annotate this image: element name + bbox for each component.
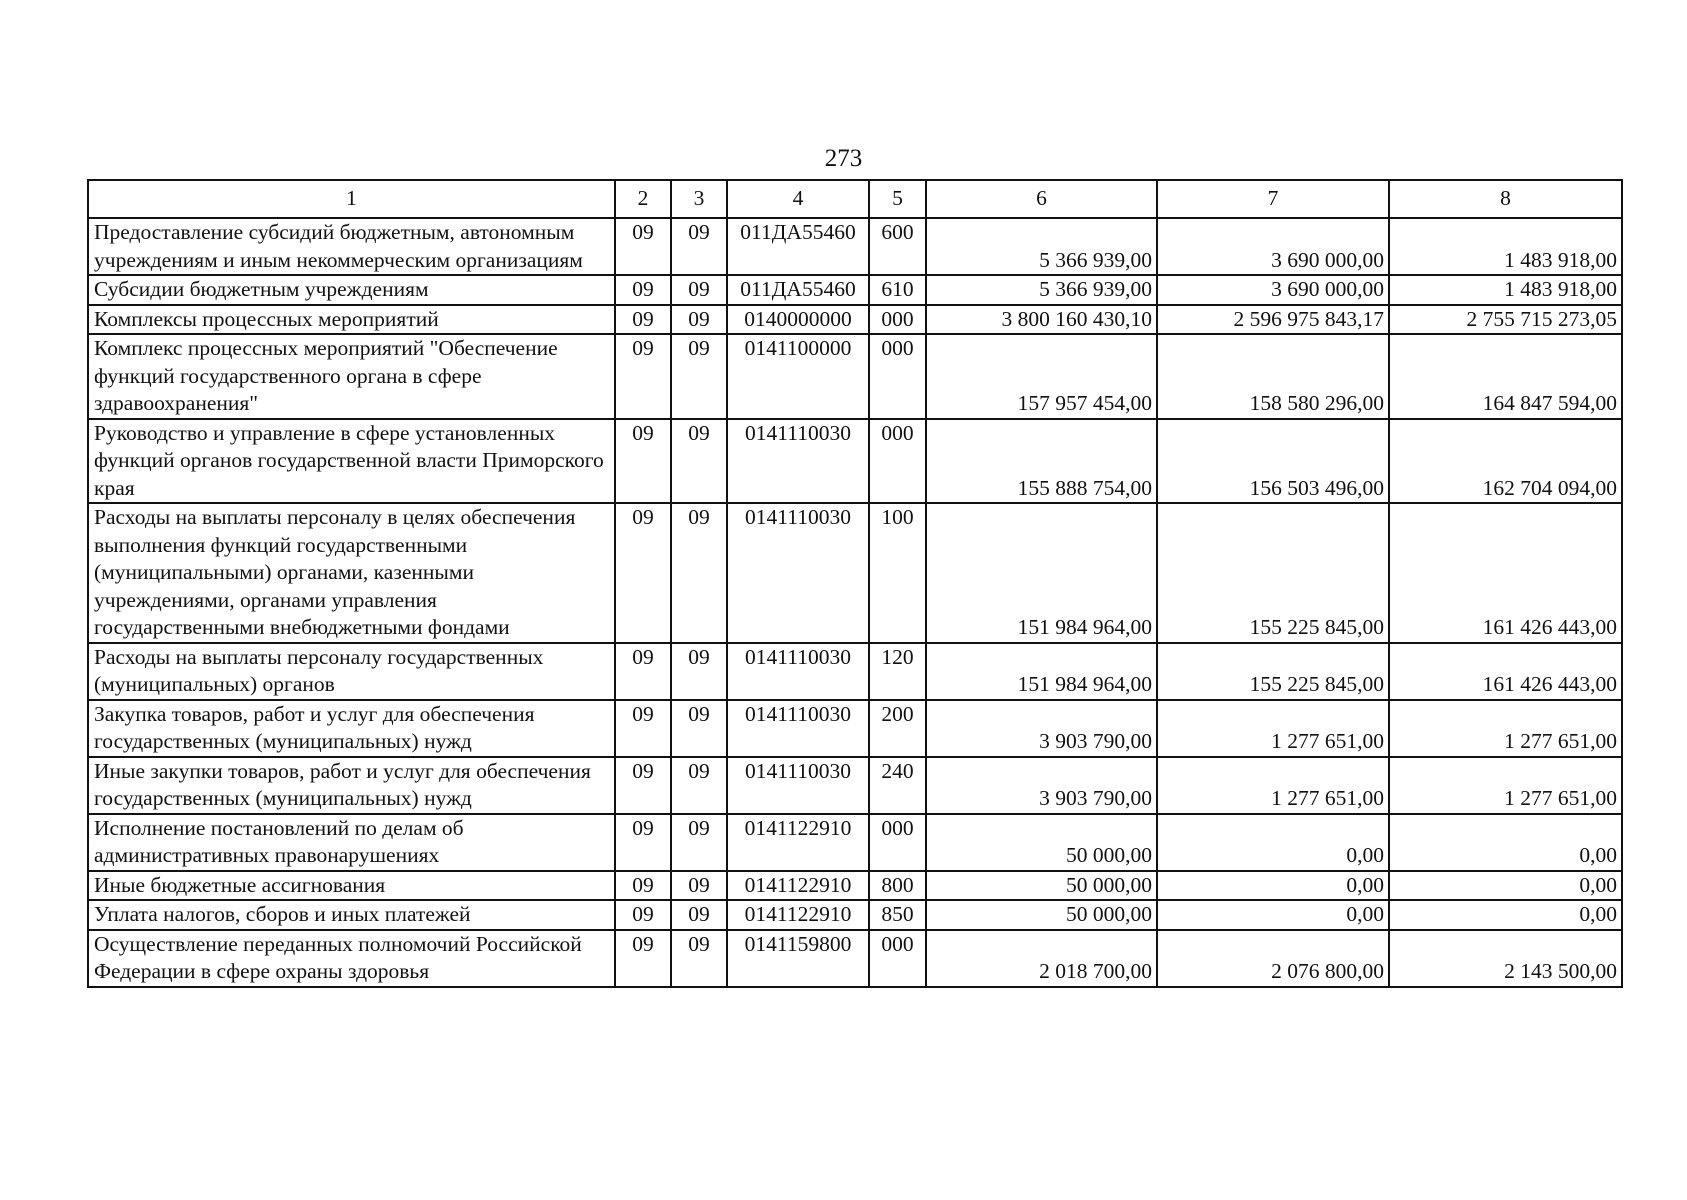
row-section: 09 — [615, 275, 671, 305]
row-section: 09 — [615, 503, 671, 643]
row-amount-col6: 5 366 939,00 — [926, 218, 1157, 275]
row-amount-col8: 0,00 — [1389, 900, 1622, 930]
row-amount-col6: 5 366 939,00 — [926, 275, 1157, 305]
row-expense-type: 800 — [869, 871, 926, 901]
header-col-5: 5 — [869, 180, 926, 218]
row-amount-col7: 155 225 845,00 — [1157, 643, 1389, 700]
row-name: Иные бюджетные ассигнования — [88, 871, 615, 901]
row-expense-type: 600 — [869, 218, 926, 275]
row-amount-col6: 151 984 964,00 — [926, 643, 1157, 700]
table-row — [88, 814, 1622, 871]
row-amount-col7: 2 076 800,00 — [1157, 930, 1389, 987]
row-subsection: 09 — [671, 871, 727, 901]
row-name: Расходы на выплаты персоналу в целях обеспечения выполнения функций государственными (муниципальными) органами, казенными учреждениями, органами управления государственными внебюджетными фондами — [88, 503, 615, 643]
table-row — [88, 275, 1622, 305]
table-row — [88, 218, 1622, 275]
row-amount-col7: 2 596 975 843,17 — [1157, 305, 1389, 335]
table-header — [88, 180, 1622, 218]
header-col-2: 2 — [615, 180, 671, 218]
row-amount-col7: 3 690 000,00 — [1157, 218, 1389, 275]
row-amount-col8: 1 483 918,00 — [1389, 218, 1622, 275]
row-amount-col8: 164 847 594,00 — [1389, 334, 1622, 419]
row-name: Предоставление субсидий бюджетным, автономным учреждениям и иным некоммерческим организациям — [88, 218, 615, 275]
row-amount-col6: 157 957 454,00 — [926, 334, 1157, 419]
row-amount-col8: 1 277 651,00 — [1389, 757, 1622, 814]
row-expense-type: 240 — [869, 757, 926, 814]
row-name: Осуществление переданных полномочий Российской Федерации в сфере охраны здоровья — [88, 930, 615, 987]
row-target-code: 0141110030 — [727, 757, 869, 814]
row-section: 09 — [615, 757, 671, 814]
row-amount-col6: 155 888 754,00 — [926, 419, 1157, 504]
row-subsection: 09 — [671, 305, 727, 335]
header-col-4: 4 — [727, 180, 869, 218]
row-amount-col7: 156 503 496,00 — [1157, 419, 1389, 504]
header-col-6: 6 — [926, 180, 1157, 218]
row-expense-type: 200 — [869, 700, 926, 757]
row-target-code: 0140000000 — [727, 305, 869, 335]
table-row — [88, 643, 1622, 700]
row-name: Уплата налогов, сборов и иных платежей — [88, 900, 615, 930]
row-expense-type: 000 — [869, 305, 926, 335]
row-amount-col8: 1 277 651,00 — [1389, 700, 1622, 757]
row-name: Иные закупки товаров, работ и услуг для обеспечения государственных (муниципальных) нужд — [88, 757, 615, 814]
table-row — [88, 871, 1622, 901]
table-row — [88, 419, 1622, 504]
row-section: 09 — [615, 419, 671, 504]
row-amount-col7: 3 690 000,00 — [1157, 275, 1389, 305]
table-row — [88, 334, 1622, 419]
row-amount-col6: 50 000,00 — [926, 814, 1157, 871]
row-amount-col8: 2 143 500,00 — [1389, 930, 1622, 987]
row-expense-type: 120 — [869, 643, 926, 700]
header-row — [88, 180, 1622, 218]
row-expense-type: 100 — [869, 503, 926, 643]
row-name: Комплексы процессных мероприятий — [88, 305, 615, 335]
row-amount-col6: 50 000,00 — [926, 900, 1157, 930]
row-expense-type: 000 — [869, 419, 926, 504]
row-amount-col8: 0,00 — [1389, 871, 1622, 901]
row-target-code: 0141122910 — [727, 900, 869, 930]
row-amount-col8: 2 755 715 273,05 — [1389, 305, 1622, 335]
row-section: 09 — [615, 900, 671, 930]
row-amount-col8: 0,00 — [1389, 814, 1622, 871]
row-subsection: 09 — [671, 814, 727, 871]
row-amount-col6: 50 000,00 — [926, 871, 1157, 901]
row-subsection: 09 — [671, 503, 727, 643]
row-section: 09 — [615, 871, 671, 901]
row-amount-col8: 162 704 094,00 — [1389, 419, 1622, 504]
table-row — [88, 305, 1622, 335]
page-number: 273 — [824, 145, 863, 172]
row-subsection: 09 — [671, 275, 727, 305]
budget-table — [87, 179, 1623, 988]
row-expense-type: 000 — [869, 814, 926, 871]
row-target-code: 011ДА55460 — [727, 218, 869, 275]
table-row — [88, 503, 1622, 643]
row-target-code: 0141110030 — [727, 503, 869, 643]
row-amount-col6: 151 984 964,00 — [926, 503, 1157, 643]
row-amount-col8: 161 426 443,00 — [1389, 503, 1622, 643]
table-row — [88, 900, 1622, 930]
row-subsection: 09 — [671, 700, 727, 757]
row-amount-col7: 155 225 845,00 — [1157, 503, 1389, 643]
row-section: 09 — [615, 643, 671, 700]
row-section: 09 — [615, 305, 671, 335]
row-expense-type: 850 — [869, 900, 926, 930]
header-col-8: 8 — [1389, 180, 1622, 218]
row-subsection: 09 — [671, 334, 727, 419]
row-amount-col8: 1 483 918,00 — [1389, 275, 1622, 305]
row-target-code: 0141122910 — [727, 871, 869, 901]
row-section: 09 — [615, 814, 671, 871]
row-target-code: 0141159800 — [727, 930, 869, 987]
row-amount-col7: 158 580 296,00 — [1157, 334, 1389, 419]
row-name: Закупка товаров, работ и услуг для обеспечения государственных (муниципальных) нужд — [88, 700, 615, 757]
row-subsection: 09 — [671, 757, 727, 814]
row-section: 09 — [615, 930, 671, 987]
row-amount-col6: 2 018 700,00 — [926, 930, 1157, 987]
row-subsection: 09 — [671, 900, 727, 930]
row-section: 09 — [615, 700, 671, 757]
row-amount-col6: 3 903 790,00 — [926, 757, 1157, 814]
row-name: Исполнение постановлений по делам об административных правонарушениях — [88, 814, 615, 871]
row-name: Субсидии бюджетным учреждениям — [88, 275, 615, 305]
row-name: Руководство и управление в сфере установленных функций органов государственной власти Приморского края — [88, 419, 615, 504]
table-body — [88, 218, 1622, 987]
row-target-code: 011ДА55460 — [727, 275, 869, 305]
row-section: 09 — [615, 334, 671, 419]
row-target-code: 0141110030 — [727, 700, 869, 757]
row-subsection: 09 — [671, 218, 727, 275]
row-expense-type: 610 — [869, 275, 926, 305]
row-target-code: 0141110030 — [727, 419, 869, 504]
row-subsection: 09 — [671, 643, 727, 700]
header-col-7: 7 — [1157, 180, 1389, 218]
row-amount-col7: 1 277 651,00 — [1157, 700, 1389, 757]
row-section: 09 — [615, 218, 671, 275]
header-col-3: 3 — [671, 180, 727, 218]
row-target-code: 0141110030 — [727, 643, 869, 700]
table-row — [88, 757, 1622, 814]
table-row — [88, 930, 1622, 987]
row-subsection: 09 — [671, 930, 727, 987]
row-expense-type: 000 — [869, 930, 926, 987]
row-target-code: 0141100000 — [727, 334, 869, 419]
row-amount-col7: 0,00 — [1157, 900, 1389, 930]
row-amount-col6: 3 800 160 430,10 — [926, 305, 1157, 335]
row-amount-col6: 3 903 790,00 — [926, 700, 1157, 757]
row-name: Комплекс процессных мероприятий "Обеспечение функций государственного органа в сфере здравоохранения" — [88, 334, 615, 419]
header-col-1: 1 — [88, 180, 615, 218]
table-row — [88, 700, 1622, 757]
row-amount-col8: 161 426 443,00 — [1389, 643, 1622, 700]
row-name: Расходы на выплаты персоналу государственных (муниципальных) органов — [88, 643, 615, 700]
row-target-code: 0141122910 — [727, 814, 869, 871]
row-amount-col7: 1 277 651,00 — [1157, 757, 1389, 814]
row-amount-col7: 0,00 — [1157, 871, 1389, 901]
row-amount-col7: 0,00 — [1157, 814, 1389, 871]
row-expense-type: 000 — [869, 334, 926, 419]
row-subsection: 09 — [671, 419, 727, 504]
